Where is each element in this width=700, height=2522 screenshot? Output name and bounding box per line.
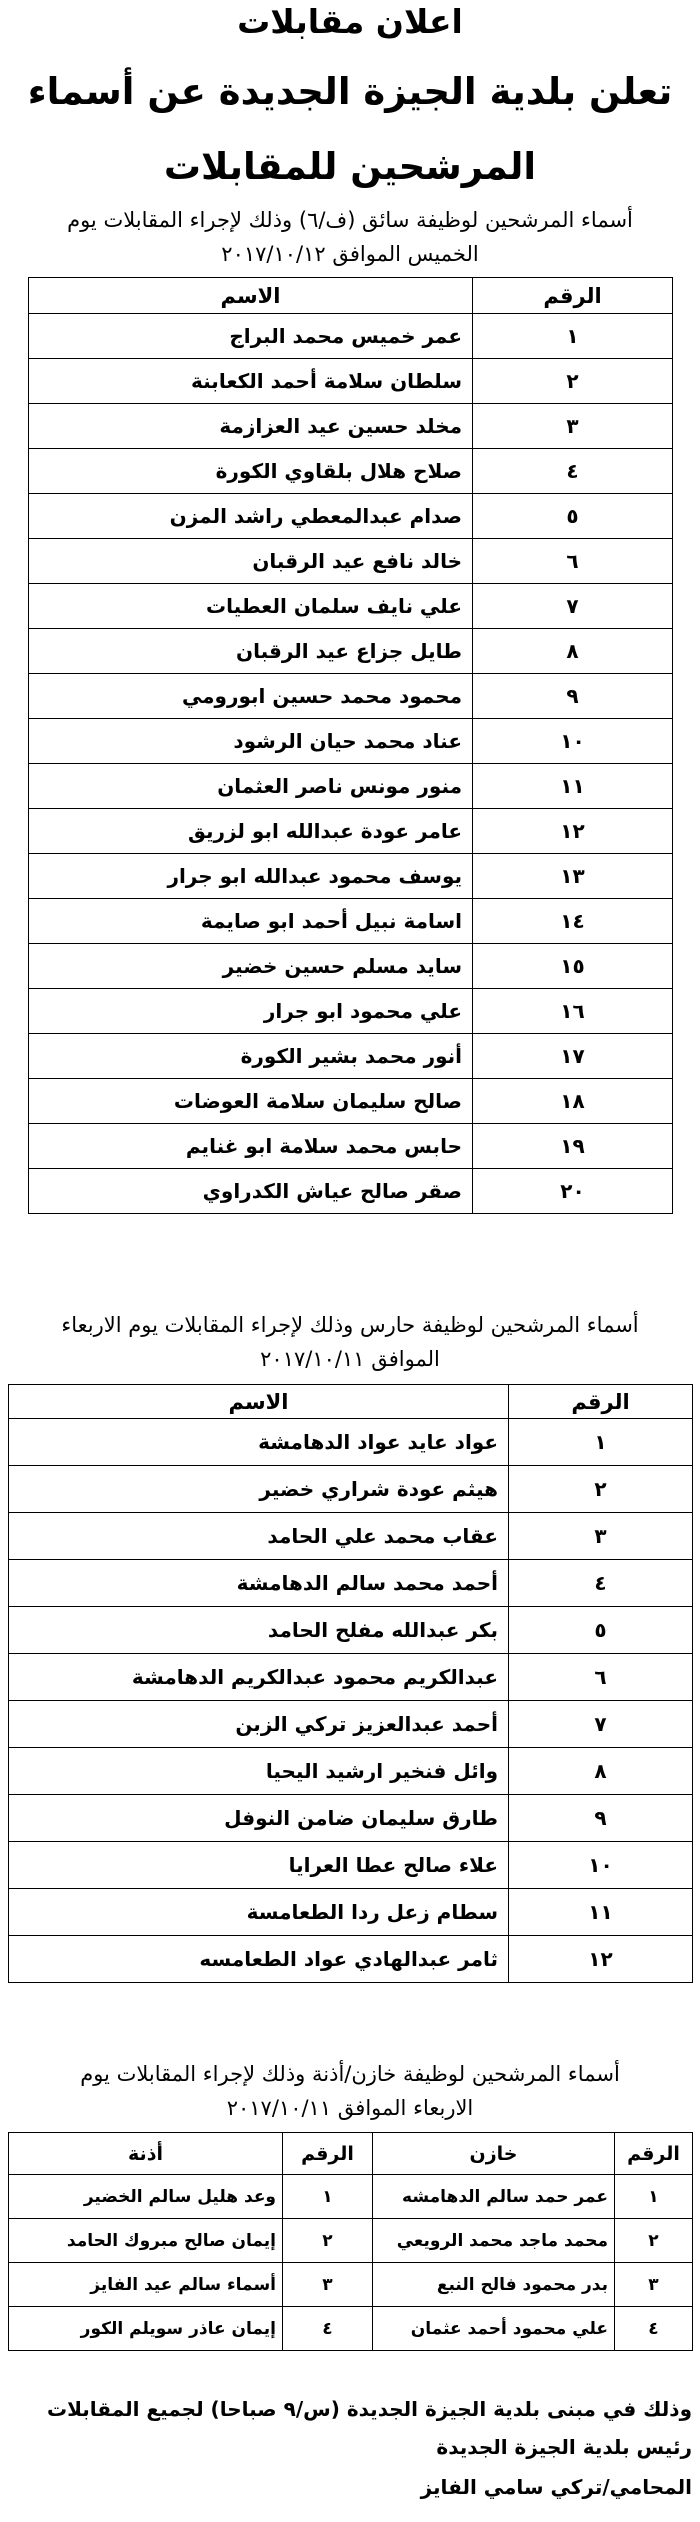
table-row	[9, 1889, 693, 1936]
row-number: ١٣	[473, 854, 673, 899]
drivers-table	[28, 277, 673, 1214]
column-header-number-2: الرقم	[283, 2133, 373, 2175]
interview-location-note: وذلك في مبنى بلدية الجيزة الجديدة (س/٩ صباحا) لجميع المقابلات	[47, 2397, 692, 2421]
table-row	[29, 1079, 673, 1124]
row-number: ٤	[615, 2307, 693, 2351]
section3-intro	[8, 2057, 692, 2125]
table-row	[29, 584, 673, 629]
row-number: ١	[615, 2175, 693, 2219]
section3-intro-line1: أسماء المرشحين لوظيفة خازن/أذنة وذلك لإجراء المقابلات يوم	[80, 2062, 620, 2086]
row-number: ٢٠	[473, 1169, 673, 1214]
section2-intro	[8, 1308, 692, 1376]
attendant-name: وعد هليل سالم الخضير	[9, 2175, 283, 2219]
candidate-name: منور مونس ناصر العثمان	[29, 764, 473, 809]
row-number: ٢	[509, 1466, 693, 1513]
row-number-2: ١	[283, 2175, 373, 2219]
candidate-name: سايد مسلم حسين خضير	[29, 944, 473, 989]
storekeeper-name: بدر محمود فالح النبع	[373, 2263, 615, 2307]
table-row	[29, 674, 673, 719]
table-row	[9, 1513, 693, 1560]
row-number: ١	[509, 1419, 693, 1466]
row-number: ١٦	[473, 989, 673, 1034]
row-number: ٩	[473, 674, 673, 719]
page-title: اعلان مقابلات	[237, 2, 463, 41]
table-header-row	[9, 1385, 693, 1419]
table-row	[29, 1124, 673, 1169]
row-number: ٦	[473, 539, 673, 584]
column-header-number: الرقم	[473, 278, 673, 314]
storekeeper-name: محمد ماجد محمد الرويعي	[373, 2219, 615, 2263]
column-header-storekeeper: خازن	[373, 2133, 615, 2175]
storekeeper-attendant-table	[8, 2132, 693, 2351]
row-number-2: ٢	[283, 2219, 373, 2263]
section2-intro-line2: الموافق ٢٠١٧/١٠/١١	[260, 1347, 440, 1371]
row-number: ٤	[509, 1560, 693, 1607]
row-number: ٦	[509, 1654, 693, 1701]
section1-intro	[8, 203, 692, 271]
row-number: ٩	[509, 1795, 693, 1842]
row-number: ٤	[473, 449, 673, 494]
row-number: ٣	[473, 404, 673, 449]
column-header-attendant: أذنة	[9, 2133, 283, 2175]
table-row	[29, 1169, 673, 1214]
announcement-heading-line2: المرشحين للمقابلات	[163, 145, 537, 188]
candidate-name: صدام عبدالمعطي راشد المزن	[29, 494, 473, 539]
table-row	[9, 1466, 693, 1513]
section1-intro-line1: أسماء المرشحين لوظيفة سائق (ف/٦) وذلك لإجراء المقابلات يوم	[67, 208, 633, 232]
table-row	[29, 764, 673, 809]
candidate-name: عمر خميس محمد البراج	[29, 314, 473, 359]
candidate-name: عناد محمد حيان الرشود	[29, 719, 473, 764]
table-row	[29, 809, 673, 854]
table-header-row	[9, 2133, 693, 2175]
candidate-name: عبدالكريم محمود عبدالكريم الدهامشة	[9, 1654, 509, 1701]
attendant-name: إيمان عاذر سويلم الكور	[9, 2307, 283, 2351]
guards-table-body	[9, 1419, 693, 1983]
table-row	[29, 944, 673, 989]
candidate-name: طايل جزاع عيد الرقبان	[29, 629, 473, 674]
candidate-name: مخلد حسين عيد العزازمة	[29, 404, 473, 449]
column-header-name: الاسم	[9, 1385, 509, 1419]
candidate-name: هيثم عودة شراري خضير	[9, 1466, 509, 1513]
candidate-name: يوسف محمود عبدالله ابو جرار	[29, 854, 473, 899]
candidate-name: عقاب محمد علي الحامد	[9, 1513, 509, 1560]
table-row	[29, 629, 673, 674]
row-number-2: ٤	[283, 2307, 373, 2351]
candidate-name: أنور محمد بشير الكورة	[29, 1034, 473, 1079]
row-number: ٧	[473, 584, 673, 629]
table-row	[9, 1748, 693, 1795]
attendant-name: أسماء سالم عيد الفايز	[9, 2263, 283, 2307]
row-number: ١٢	[509, 1936, 693, 1983]
candidate-name: عامر عودة عبدالله ابو لزريق	[29, 809, 473, 854]
candidate-name: سطام زعل ردا الطعامسة	[9, 1889, 509, 1936]
table-row	[9, 1654, 693, 1701]
candidate-name: علي محمود ابو جرار	[29, 989, 473, 1034]
candidate-name: خالد نافع عيد الرقبان	[29, 539, 473, 584]
table-row	[29, 1034, 673, 1079]
row-number: ٨	[473, 629, 673, 674]
attendant-name: إيمان صالح مبروك الحامد	[9, 2219, 283, 2263]
row-number: ٨	[509, 1748, 693, 1795]
table-row	[9, 2307, 693, 2351]
candidate-name: أحمد عبدالعزيز تركي الزبن	[9, 1701, 509, 1748]
row-number: ١١	[473, 764, 673, 809]
row-number: ٣	[615, 2263, 693, 2307]
table-row	[29, 899, 673, 944]
candidate-name: أحمد محمد سالم الدهامشة	[9, 1560, 509, 1607]
table-header-row	[29, 278, 673, 314]
signatory-title: رئيس بلدية الجيزة الجديدة	[436, 2435, 692, 2459]
row-number: ١٠	[473, 719, 673, 764]
candidate-name: علي نايف سلمان العطيات	[29, 584, 473, 629]
candidate-name: صلاح هلال بلقاوي الكورة	[29, 449, 473, 494]
table-row	[9, 1795, 693, 1842]
table-row	[9, 1701, 693, 1748]
column-header-number: الرقم	[615, 2133, 693, 2175]
storekeeper-name: علي محمود أحمد عثمان	[373, 2307, 615, 2351]
column-header-name: الاسم	[29, 278, 473, 314]
candidate-name: صالح سليمان سلامة العوضات	[29, 1079, 473, 1124]
section2-intro-line1: أسماء المرشحين لوظيفة حارس وذلك لإجراء المقابلات يوم الاربعاء	[61, 1313, 639, 1337]
candidate-name: ثامر عبدالهادي عواد الطعامسه	[9, 1936, 509, 1983]
table-row	[9, 1419, 693, 1466]
row-number: ١٨	[473, 1079, 673, 1124]
row-number: ١١	[509, 1889, 693, 1936]
section3-intro-line2: الاربعاء الموافق ٢٠١٧/١٠/١١	[226, 2096, 474, 2120]
row-number: ١٢	[473, 809, 673, 854]
row-number: ١٠	[509, 1842, 693, 1889]
row-number: ١٩	[473, 1124, 673, 1169]
row-number: ٣	[509, 1513, 693, 1560]
row-number: ٢	[473, 359, 673, 404]
row-number: ٧	[509, 1701, 693, 1748]
row-number-2: ٣	[283, 2263, 373, 2307]
row-number: ١٧	[473, 1034, 673, 1079]
table-row	[29, 854, 673, 899]
table-row	[9, 1842, 693, 1889]
table-row	[29, 539, 673, 584]
announcement-heading-line1: تعلن بلدية الجيزة الجديدة عن أسماء	[27, 70, 673, 113]
storekeeper-attendant-table-body	[9, 2175, 693, 2351]
table-row	[9, 2175, 693, 2219]
table-row	[29, 359, 673, 404]
storekeeper-name: عمر حمد سالم الدهامشه	[373, 2175, 615, 2219]
column-header-number: الرقم	[509, 1385, 693, 1419]
candidate-name: علاء صالح عطا العرايا	[9, 1842, 509, 1889]
candidate-name: طارق سليمان ضامن النوفل	[9, 1795, 509, 1842]
candidate-name: عواد عايد عواد الدهامشة	[9, 1419, 509, 1466]
table-row	[29, 449, 673, 494]
section1-intro-line2: الخميس الموافق ٢٠١٧/١٠/١٢	[221, 242, 479, 266]
table-row	[9, 2219, 693, 2263]
row-number: ٥	[509, 1607, 693, 1654]
table-row	[9, 2263, 693, 2307]
table-row	[29, 719, 673, 764]
candidate-name: صقر صالح عياش الكدراوي	[29, 1169, 473, 1214]
row-number: ١٥	[473, 944, 673, 989]
candidate-name: حابس محمد سلامة ابو غنايم	[29, 1124, 473, 1169]
row-number: ١٤	[473, 899, 673, 944]
table-row	[29, 404, 673, 449]
table-row	[29, 494, 673, 539]
row-number: ٥	[473, 494, 673, 539]
table-row	[9, 1936, 693, 1983]
candidate-name: وائل فنخير ارشيد اليحيا	[9, 1748, 509, 1795]
drivers-table-body	[29, 314, 673, 1214]
row-number: ١	[473, 314, 673, 359]
table-row	[9, 1560, 693, 1607]
table-row	[29, 314, 673, 359]
candidate-name: اسامة نبيل أحمد ابو صايمة	[29, 899, 473, 944]
table-row	[29, 989, 673, 1034]
guards-table	[8, 1384, 693, 1983]
table-row	[9, 1607, 693, 1654]
candidate-name: سلطان سلامة أحمد الكعابنة	[29, 359, 473, 404]
signatory-name: المحامي/تركي سامي الفايز	[420, 2475, 692, 2499]
candidate-name: محمود محمد حسين ابورومي	[29, 674, 473, 719]
row-number: ٢	[615, 2219, 693, 2263]
candidate-name: بكر عبدالله مفلح الحامد	[9, 1607, 509, 1654]
